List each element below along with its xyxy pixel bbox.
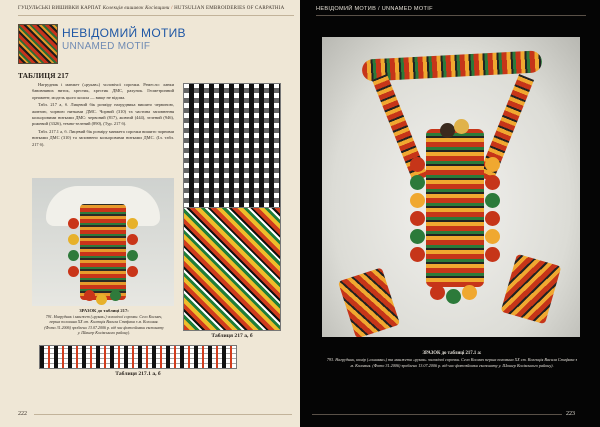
cross-stitch-chart-bw (184, 84, 280, 208)
pompom (110, 290, 121, 301)
pompom (485, 211, 500, 226)
pompom (462, 285, 477, 300)
shirt-cuff (338, 267, 400, 337)
pompom (410, 157, 425, 172)
pompom (430, 285, 445, 300)
body-text (32, 82, 174, 149)
running-head-en: HUTSULIAN EMBROIDERIES OF CARPATHIA (174, 6, 285, 11)
cuff-pattern-chart (40, 346, 236, 368)
pompom (485, 175, 500, 190)
embroidered-shirt-photo (32, 178, 174, 306)
pompom (410, 211, 425, 226)
pompom (410, 229, 425, 244)
photo-caption-left (44, 308, 164, 336)
page-number-right: 223 (566, 411, 575, 417)
running-head-ua-italic: Колекція вишивок Косівщини (102, 6, 170, 11)
shirt-bib (80, 204, 126, 300)
paragraph: Нагрудник і манжет («рукав») чоловічої сорочки. Ремесло: ланки бавовняних ниток, хрестик, хрестик ДМС, рахунок. Геометричний орнамент, модель цього кошла — вище не відома. (32, 82, 174, 100)
header-rule (316, 15, 586, 16)
table-heading: ТАБЛИЦЯ 217 (18, 71, 69, 80)
pompom (446, 289, 461, 304)
shirt-bib (426, 129, 484, 287)
pompom (96, 294, 107, 305)
caption-body: 793. Нагрудник, комір («ошивка») та манжети «рукав» чоловічої сорочки. Село Космач перша половина XX ст. Колекція Василя Стефака з м. Коломия. (Фото 31.2006) зроблено 13.07.2006 р. від час фотозйомки експонату у. Шашер Косівського району). (326, 356, 578, 368)
caption-heading: ЗРАЗОК до таблиці 217.1 а: (422, 351, 482, 356)
pompom (127, 234, 138, 245)
right-page (300, 0, 600, 427)
pompom (127, 250, 138, 261)
shirt-cuff (501, 254, 562, 324)
pompom (454, 119, 469, 134)
pompom (127, 218, 138, 229)
photo-caption-right (326, 351, 578, 368)
embroidered-shirt-closeup-photo (322, 37, 580, 337)
header-rule (18, 15, 294, 16)
pompom (485, 247, 500, 262)
running-head-ua: ГУЦУЛЬСЬКІ ВИШИВКИ КАРПАТ (18, 6, 102, 11)
caption-body: 791. Нагрудник і манжет («рукав») чоловічої сорочки. Село Космач, перша половина XX ст. Колекція Василя Стефака з м. Коломия. (Фото 31.2006) зроблено 13.07.2006 р. від час фотозйомки експонату у. Шашер Косівського району). (44, 313, 164, 336)
pompom (127, 266, 138, 277)
pompom (485, 229, 500, 244)
pompom (68, 218, 79, 229)
running-head-left (18, 6, 294, 11)
running-head-separator: / (171, 6, 173, 11)
running-head-right: НЕВІДОМИЙ МОТИВ / UNNAMED MOTIF (316, 6, 433, 12)
chart-label: Таблиця 217 а, б (211, 333, 253, 339)
motif-title: НЕВІДОМИЙ МОТИВ (62, 26, 186, 40)
motif-swatch-image (18, 24, 58, 64)
motif-subtitle: UNNAMED MOTIF (62, 41, 151, 52)
paragraph: Табл. 217 а, б. Лицевий бік розміру нагрудника вишито червоною, жовтою, чорною нитками ДМС. Чорний (310) та частина заповнення кольоровими нитками ДМС: червоний (817), жовтий (444), зелений (946), рожевий (3326), темно-зелений (890), (Тур. 217 б). (32, 102, 174, 127)
pompom (68, 266, 79, 277)
paragraph: Табл. 217.1 а, б. Лицевий бік розміру манжета сорочки вишито чорними нитками ДМС (310) та заповнено кольоровими нитками ДМС. (Іл. табл. 217 б). (32, 129, 174, 147)
collar-band (362, 50, 543, 81)
pompom (485, 193, 500, 208)
strip-chart-label: Таблиця 217.1 а, б (115, 371, 161, 377)
page-number-left: 222 (18, 411, 27, 417)
pompom (485, 157, 500, 172)
pompom (410, 175, 425, 190)
pompom (410, 247, 425, 262)
pompom (440, 123, 455, 138)
footer-rule (34, 414, 292, 415)
pompom (84, 290, 95, 301)
pompom (410, 193, 425, 208)
footer-rule (312, 414, 562, 415)
caption-heading: ЗРАЗОК до таблиці 217: (79, 308, 129, 313)
pompom (68, 234, 79, 245)
pompom (68, 250, 79, 261)
cross-stitch-chart-color (184, 208, 280, 330)
